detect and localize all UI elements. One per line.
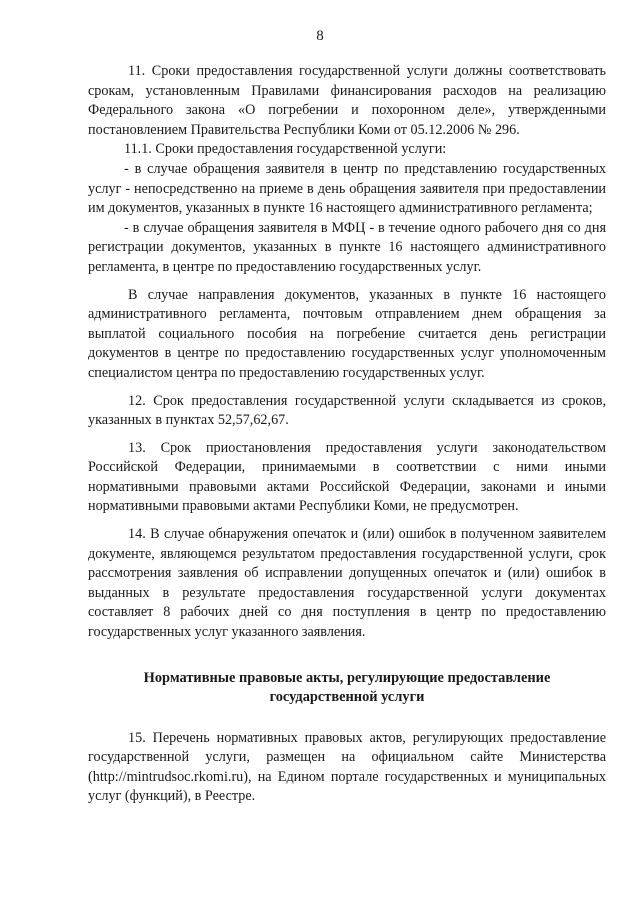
paragraph-11-1-item-center: - в случае обращения заявителя в центр по представлению государственных услуг - непосредственно на приеме в день обращения заявителя при предоставлении им документов, указанных в пункте 16 настоящего административного регламента; (88, 160, 606, 217)
section-heading-line-1: Нормативные правовые акты, регулирующие предоставление (143, 669, 551, 686)
document-body (88, 62, 606, 807)
page-number: 8 (316, 28, 324, 44)
paragraph-15: 15. Перечень нормативных правовых актов, регулирующих предоставление государственной услуги, размещен на официальном сайте Министерства (http://mintrudsoc.rkomi.ru), на Едином портале государственных и муниципальных услуг (функций), в Реестре. (88, 729, 606, 805)
paragraph-14: 14. В случае обнаружения опечаток и (или) ошибок в полученном заявителем документе, являющемся результатом предоставления государственной услуги, срок рассмотрения заявления об исправлении допущенных опечаток и (или) ошибок в выданных в результате предоставления государственной услуги документах составляет 8 рабочих дней со дня поступления в центр по предоставлению государственных услуг указанного заявления. (88, 526, 606, 641)
section-heading-line-2: государственной услуги (269, 688, 425, 705)
paragraph-11: 11. Сроки предоставления государственной услуги должны соответствовать срокам, установленным Правилами финансирования расходов на реализацию Федерального закона «О погребении и похоронном деле», утвержденными постановлением Правительства Республики Коми от 05.12.2006 № 296. (88, 63, 606, 138)
paragraph-11-1-item-mfc: - в случае обращения заявителя в МФЦ - в течение одного рабочего дня со дня регистрации документов, указанных в пункте 16 настоящего административного регламента, в центре по предоставлению государственных услуг. (88, 219, 606, 275)
paragraph-12: 12. Срок предоставления государственной услуги складывается из сроков, указанных в пунктах 52,57,62,67. (88, 392, 606, 429)
paragraph-13: 13. Срок приостановления предоставления услуги законодательством Российской Федерации, принимаемыми в соответствии с ними иными нормативными правовыми актами Российской Федерации, законами и иными нормативными правовыми актами Республики Коми, не предусмотрен. (88, 439, 606, 515)
paragraph-postal: В случае направления документов, указанных в пункте 16 настоящего административного регламента, почтовым отправлением днем обращения за выплатой социального пособия на погребение считается день регистрации документов в центре по предоставлению государственных услуг уполномоченным специалистом центра по предоставлению государственных услуг. (88, 286, 606, 381)
section-heading (88, 669, 606, 707)
paragraph-11-1: 11.1. Сроки предоставления государственной услуги: (124, 141, 447, 158)
